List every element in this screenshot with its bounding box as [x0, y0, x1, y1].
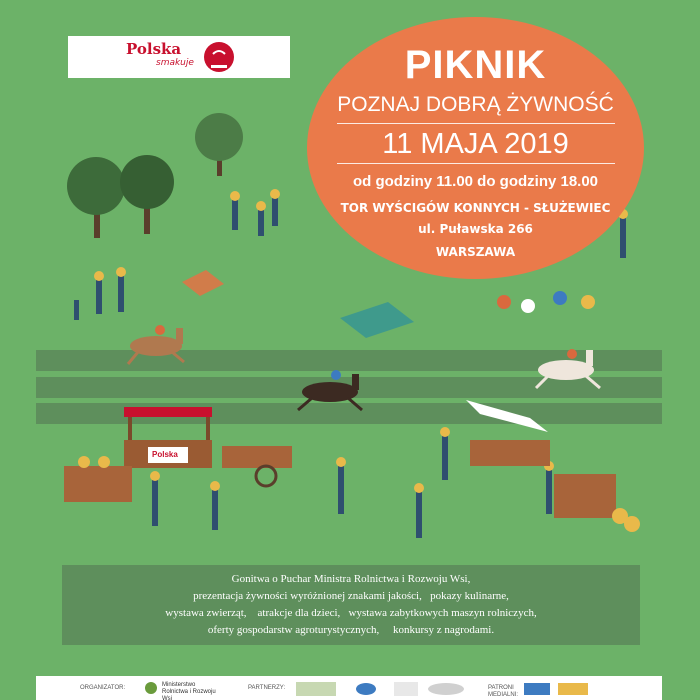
partner-logos [296, 680, 596, 698]
event-subtitle: POZNAJ DOBRĄ ŻYWNOŚĆ [337, 93, 614, 116]
brand-tagline: smakuje [156, 58, 194, 68]
description-line: Gonitwa o Puchar Ministra Rolnictwa i Rozwoju Wsi, [231, 573, 471, 585]
event-venue: TOR WYŚCIGÓW KONNYCH - SŁUŻEWIEC [340, 201, 611, 215]
event-date: 11 MAJA 2019 [382, 128, 569, 160]
ministry-emblem-icon [144, 680, 158, 696]
partner-logo [524, 683, 550, 695]
partner-logo [356, 683, 376, 695]
description-line: oferty gospodarstw agroturystycznych, konkursy z nagrodami. [207, 624, 495, 636]
event-hours: od godziny 11.00 do godziny 18.00 [352, 173, 599, 190]
event-street: ul. Puławska 266 [418, 222, 533, 236]
description-line: wystawa zwierząt, atrakcje dla dzieci, wystawa zabytkowych maszyn rolniczych, [165, 607, 537, 619]
market-stall-icon [64, 456, 132, 502]
tree-icon [195, 113, 243, 176]
sitting-group-icon [497, 291, 595, 313]
partner-logo [296, 682, 336, 696]
picnic-blanket-icon [182, 270, 414, 338]
stand-sign: Polska [152, 450, 178, 459]
market-stall-icon [554, 474, 640, 532]
description-line: prezentacja żywności wyróżnionej znakami jakości, pokazy kulinarne, [193, 590, 509, 602]
tree-icon [67, 157, 125, 238]
divider [337, 163, 615, 164]
ministry-name: Ministerstwo Rolnictwa i Rozwoju Wsi [162, 682, 216, 700]
partner-logo [558, 683, 588, 695]
brand-name: Polska [126, 40, 182, 58]
media-label: PATRONI MEDIALNI: [488, 685, 519, 698]
partner-logo [428, 683, 464, 695]
organizer-label: ORGANIZATOR: [80, 685, 126, 691]
cart-icon [222, 446, 292, 486]
event-title: PIKNIK [404, 43, 547, 87]
partner-logo [394, 682, 418, 696]
event-city: WARSZAWA [435, 245, 516, 259]
partners-label: PARTNERZY: [248, 685, 286, 691]
tree-icon [120, 155, 174, 234]
divider [337, 123, 615, 124]
